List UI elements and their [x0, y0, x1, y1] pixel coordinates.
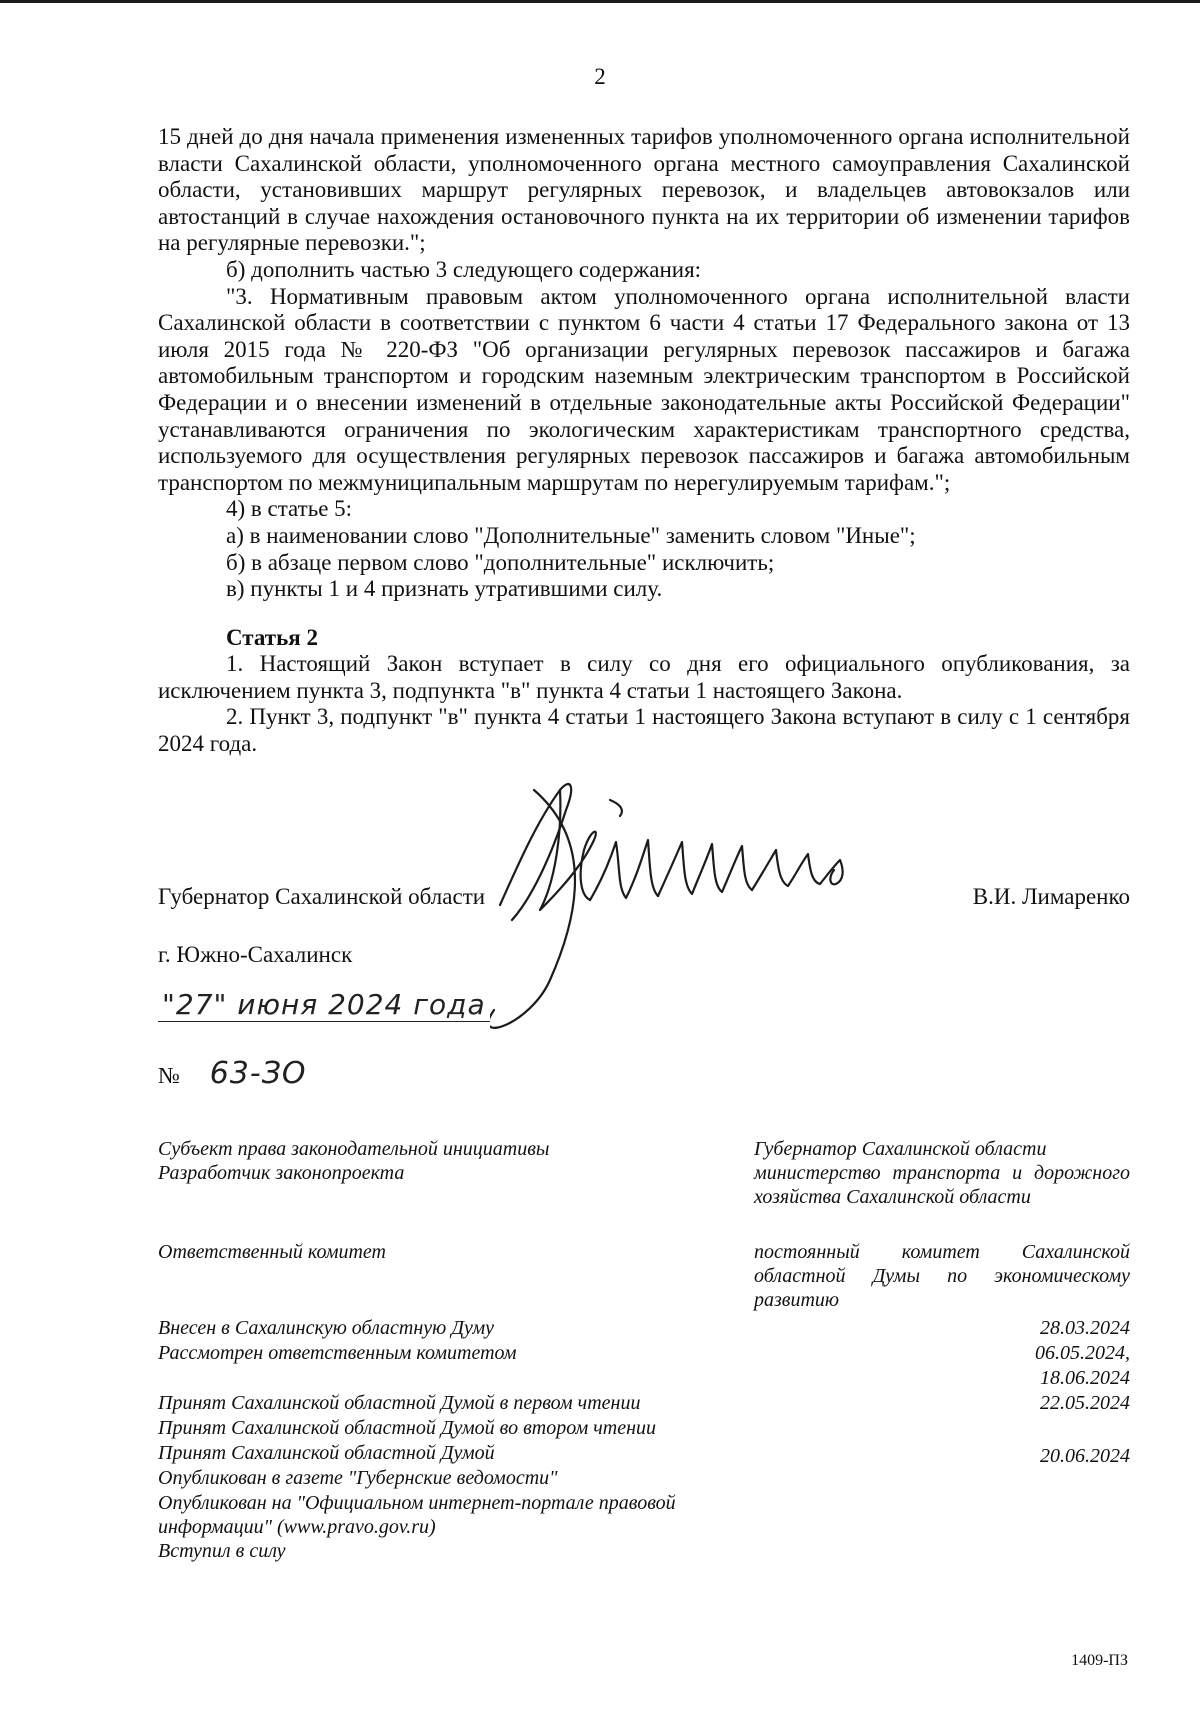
handwritten-date: "27" июня 2024 года — [158, 988, 490, 1022]
meta-initiative — [158, 1137, 1130, 1217]
meta-committee-label: Ответственный комитет — [158, 1241, 386, 1263]
page-number: 2 — [594, 64, 606, 89]
scan-edge — [0, 0, 1200, 3]
meta-reviewed-label: Рассмотрен ответственным комитетом — [158, 1342, 517, 1364]
meta-committee-value: постоянный комитет Сахалинской областной Думы по экономическому развитию — [754, 1241, 1130, 1311]
paragraph-article-5-b: б) в абзаце первом слово "дополнительные" исключить; — [226, 549, 775, 575]
meta-effective-label: Вступил в силу — [158, 1540, 286, 1562]
meta-submitted-date: 28.03.2024 — [1040, 1317, 1130, 1339]
paragraph-continuation: 15 дней до дня начала применения измененных тарифов уполномоченного органа исполнительной власти Сахалинской области, уполномоченного органа местного самоуправления Сахалинской области, установивших маршрут регулярных перевозок, и владельцев автовокзалов или автостанций в случае нахождения остановочного пункта на их территории об изменении тарифов на регулярные перевозки."; — [158, 124, 1130, 256]
meta-developer-label: Разработчик законопроекта — [158, 1162, 405, 1184]
paragraph-article-5: 4) в статье 5: — [226, 496, 353, 522]
meta-first-reading-label: Принят Сахалинской областной Думой в первом чтении — [158, 1392, 641, 1414]
meta-submitted-label: Внесен в Сахалинскую областную Думу — [158, 1317, 495, 1339]
paragraph-part-3: "3. Нормативным правовым актом уполномоченного органа исполнительной власти Сахалинской области в соответствии с пунктом 6 части 4 статьи 17 Федерального закона от 13 июля 2015 года № 220-ФЗ "Об организации регулярных перевозок пассажиров и багажа автомобильным транспортом и городским наземным электрическим транспортом в Российской Федерации и о внесении изменений в отдельные законодательные акты Российской Федерации" устанавливаются ограничения по экологическим характеристикам транспортного средства, используемого для осуществления регулярных перевозок пассажиров и багажа автомобильным транспортом по межмуниципальным маршрутам по нерегулируемым тарифам."; — [158, 283, 1130, 495]
meta-published-portal-label-1: Опубликован на "Официальном интернет-портале правовой — [158, 1492, 676, 1514]
meta-committee — [158, 1240, 1130, 1320]
document-code: 1409-ПЗ — [1071, 1652, 1128, 1669]
meta-second-reading-label: Принят Сахалинской областной Думой во втором чтении — [158, 1417, 657, 1439]
paragraph-article-5-a: а) в наименовании слово "Дополнительные" заменить словом "Иные"; — [226, 522, 916, 548]
meta-reviewed-date-1: 06.05.2024, — [1035, 1342, 1130, 1364]
law-number-line — [158, 1056, 307, 1091]
signature-row — [158, 884, 1130, 914]
meta-first-reading-date: 22.05.2024 — [1040, 1392, 1130, 1414]
paragraph-amendment-b: б) дополнить частью 3 следующего содержания: — [226, 256, 702, 282]
article-2-item-1: 1. Настоящий Закон вступает в силу со дня его официального опубликования, за исключением пункта 3, подпункта "в" пункта 4 статьи 1 настоящего Закона. — [158, 651, 1130, 703]
article-2-item-2: 2. Пункт 3, подпункт "в" пункта 4 статьи 1 настоящего Закона вступают в силу с 1 сентября 2024 года. — [158, 704, 1130, 757]
meta-reviewed-date-2: 18.06.2024 — [1040, 1367, 1130, 1389]
meta-initiative-value: Губернатор Сахалинской области — [754, 1138, 1047, 1160]
paragraph-article-5-c: в) пункты 1 и 4 признать утратившими силу. — [226, 576, 663, 602]
governor-name: В.И. Лимаренко — [972, 884, 1130, 909]
meta-initiative-label: Субъект права законодательной инициативы — [158, 1138, 550, 1160]
meta-adopted-date: 20.06.2024 — [1040, 1445, 1130, 1467]
meta-developer-value: министерство транспорта и дорожного хозяйства Сахалинской области — [754, 1162, 1130, 1208]
meta-adopted-label: Принят Сахалинской областной Думой — [158, 1442, 495, 1464]
meta-published-gazette-label: Опубликован в газете "Губернские ведомости" — [158, 1467, 558, 1489]
article-2-heading: Статья 2 — [226, 624, 318, 650]
date-line — [158, 988, 490, 1021]
meta-published-portal-label-2: информации" (www.pravo.gov.ru) — [158, 1516, 436, 1538]
number-sign: № — [158, 1063, 180, 1088]
meta-history — [158, 1316, 1130, 1576]
handwritten-law-number: 63-ЗО — [209, 1056, 307, 1091]
city-line: г. Южно-Сахалинск — [158, 942, 353, 967]
law-body — [158, 124, 1130, 758]
governor-title: Губернатор Сахалинской области — [158, 884, 486, 909]
